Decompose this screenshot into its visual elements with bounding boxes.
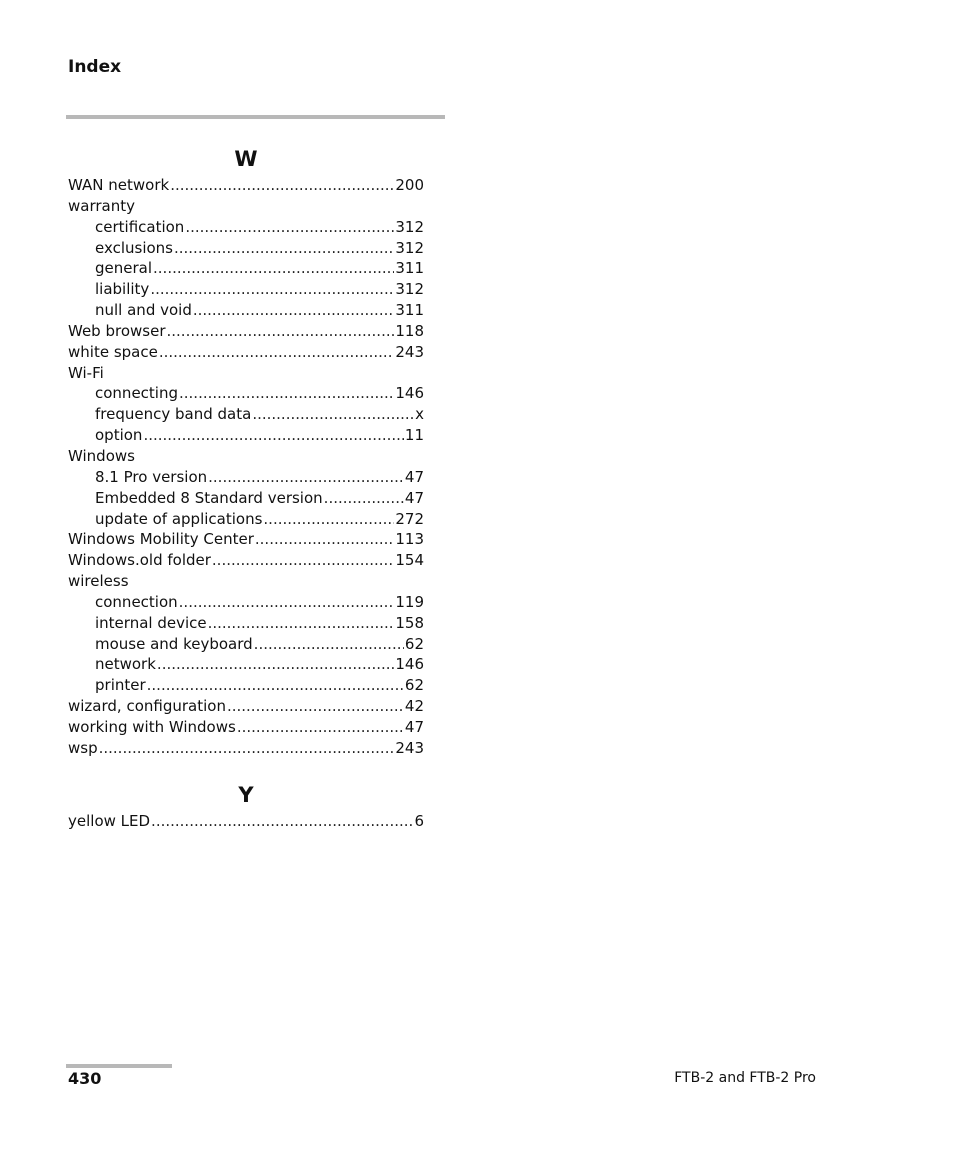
entry-page-number: 243 — [395, 342, 424, 361]
index-entry — [68, 550, 424, 571]
index-subentry — [68, 300, 424, 321]
index-subentry — [68, 279, 424, 300]
entry-page-number: 146 — [395, 655, 424, 674]
index-entry — [68, 363, 424, 384]
entry-term: frequency band data — [95, 405, 252, 424]
index-subentry — [68, 258, 424, 279]
dot-leader — [99, 738, 395, 759]
entry-page-number: 200 — [395, 176, 424, 194]
entry-page-number: 272 — [395, 509, 424, 528]
dot-leader — [252, 404, 414, 425]
dot-leader — [153, 258, 394, 279]
section-w-entries — [68, 175, 424, 759]
dot-leader — [255, 529, 394, 550]
dot-leader — [227, 696, 404, 717]
entry-term: option — [95, 426, 143, 445]
entry-page-number: x — [415, 405, 424, 424]
entry-page-number: 113 — [395, 530, 424, 549]
entry-page-number: 11 — [404, 426, 424, 445]
entry-term: general — [95, 259, 153, 278]
entry-term: Wi-Fi — [68, 363, 104, 382]
dot-leader — [208, 467, 404, 488]
entry-term: Windows — [68, 446, 135, 465]
entry-term: update of applications — [95, 509, 263, 528]
dot-leader — [185, 217, 394, 238]
index-subentry — [68, 654, 424, 675]
entry-term: connecting — [95, 384, 178, 403]
index-entry — [68, 811, 424, 832]
index-entry — [68, 342, 424, 363]
dot-leader — [324, 488, 404, 509]
entry-page-number: 47 — [404, 467, 424, 486]
entry-page-number: 119 — [395, 592, 424, 611]
index-subentry — [68, 509, 424, 530]
index-entry — [68, 529, 424, 550]
dot-leader — [237, 717, 404, 738]
product-name: FTB-2 and FTB-2 Pro — [674, 1070, 816, 1086]
entry-page-number: 6 — [414, 812, 424, 830]
index-subentry — [68, 613, 424, 634]
entry-page-number: 62 — [404, 676, 424, 695]
dot-leader — [179, 383, 394, 404]
entry-term: 8.1 Pro version — [95, 467, 208, 486]
index-subentry — [68, 425, 424, 446]
index-entry — [68, 696, 424, 717]
index-subentry — [68, 488, 424, 509]
dot-leader — [159, 342, 395, 363]
entry-term: exclusions — [95, 238, 173, 257]
dot-leader — [212, 550, 394, 571]
entry-term: printer — [95, 676, 146, 695]
page-header-title: Index — [68, 57, 122, 77]
entry-term: liability — [95, 280, 150, 299]
dot-leader — [167, 321, 395, 342]
dot-leader — [193, 300, 395, 321]
entry-term: WAN network — [68, 176, 170, 194]
index-subentry — [68, 467, 424, 488]
dot-leader — [254, 634, 404, 655]
entry-term: working with Windows — [68, 717, 236, 736]
entry-term: internal device — [95, 613, 207, 632]
entry-page-number: 312 — [395, 280, 424, 299]
entry-page-number: 47 — [404, 717, 424, 736]
header-rule — [66, 115, 445, 119]
dot-leader — [263, 509, 394, 530]
index-entry — [68, 717, 424, 738]
dot-leader — [174, 238, 394, 259]
index-entry — [68, 571, 424, 592]
entry-page-number: 311 — [395, 259, 424, 278]
entry-term: wsp — [68, 738, 98, 757]
dot-leader — [170, 175, 394, 196]
entry-term: network — [95, 655, 156, 674]
entry-term: Windows.old folder — [68, 551, 211, 570]
index-subentry — [68, 383, 424, 404]
entry-term: Embedded 8 Standard version — [95, 488, 323, 507]
entry-term: Windows Mobility Center — [68, 530, 254, 549]
index-entry — [68, 175, 424, 196]
index-subentry — [68, 634, 424, 655]
entry-page-number: 62 — [404, 634, 424, 653]
entry-page-number: 312 — [395, 238, 424, 257]
entry-page-number: 311 — [395, 301, 424, 320]
index-subentry — [68, 592, 424, 613]
entry-term: warranty — [68, 196, 135, 215]
entry-term: Web browser — [68, 321, 166, 340]
index-entry — [68, 196, 424, 217]
dot-leader — [147, 675, 404, 696]
entry-term: wizard, configuration — [68, 697, 226, 716]
index-entry — [68, 446, 424, 467]
entry-term: yellow LED — [68, 812, 151, 830]
entry-page-number: 47 — [404, 488, 424, 507]
dot-leader — [157, 654, 394, 675]
index-subentry — [68, 217, 424, 238]
index-subentry — [68, 238, 424, 259]
entry-term: wireless — [68, 572, 129, 591]
entry-page-number: 312 — [395, 217, 424, 236]
section-y-entries — [68, 811, 424, 832]
index-subentry — [68, 404, 424, 425]
entry-term: connection — [95, 592, 178, 611]
dot-leader — [143, 425, 403, 446]
dot-leader — [151, 811, 413, 832]
entry-page-number: 146 — [395, 384, 424, 403]
section-letter-w: W — [234, 147, 258, 171]
entry-term: white space — [68, 342, 158, 361]
index-entry — [68, 321, 424, 342]
entry-term: mouse and keyboard — [95, 634, 253, 653]
index-subentry — [68, 675, 424, 696]
index-entry — [68, 738, 424, 759]
entry-page-number: 118 — [395, 321, 424, 340]
footer-rule — [66, 1064, 172, 1068]
dot-leader — [179, 592, 395, 613]
entry-page-number: 158 — [395, 613, 424, 632]
entry-term: certification — [95, 217, 185, 236]
page-number: 430 — [68, 1069, 102, 1088]
dot-leader — [150, 279, 394, 300]
entry-page-number: 42 — [404, 697, 424, 716]
entry-page-number: 154 — [395, 551, 424, 570]
dot-leader — [208, 613, 395, 634]
entry-page-number: 243 — [395, 738, 424, 757]
section-letter-y: Y — [238, 783, 254, 807]
entry-term: null and void — [95, 301, 192, 320]
